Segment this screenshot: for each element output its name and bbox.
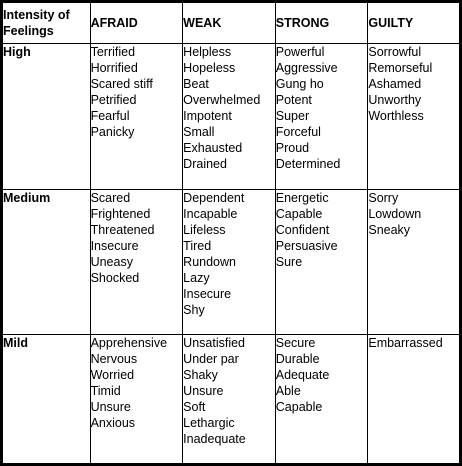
- feeling-word: Impotent: [183, 109, 232, 123]
- feeling-word: Sorry: [368, 190, 399, 205]
- feeling-word: Timid: [90, 384, 121, 399]
- cell-guilty: [368, 44, 461, 190]
- cell-guilty: [368, 189, 461, 335]
- feeling-word: Anxious: [90, 416, 136, 431]
- feeling-word: Horrified: [90, 61, 138, 75]
- cell-strong: [275, 335, 368, 465]
- feeling-word: Small: [183, 125, 215, 139]
- feeling-word: Soft: [183, 400, 206, 415]
- feeling-word: Panicky: [90, 125, 135, 139]
- table-row: [2, 189, 461, 335]
- feeling-word: Gung ho: [275, 77, 324, 91]
- column-header-afraid: AFRAID: [90, 2, 183, 44]
- table-row: [2, 335, 461, 465]
- corner-label-line2: Feelings: [3, 24, 54, 38]
- cell-weak: [183, 44, 276, 190]
- column-header-strong: STRONG: [275, 2, 368, 44]
- feeling-word: Insecure: [90, 238, 139, 253]
- feeling-word: Durable: [275, 352, 320, 367]
- cell-afraid: [90, 189, 183, 335]
- feeling-word: Secure: [275, 336, 316, 351]
- table-row: [2, 44, 461, 190]
- feeling-word: Able: [275, 384, 301, 399]
- cell-afraid: [90, 44, 183, 190]
- feeling-word: Fearful: [90, 109, 130, 123]
- cell-guilty: [368, 335, 461, 465]
- cell-strong: [275, 189, 368, 335]
- feeling-word: Uneasy: [90, 254, 133, 269]
- feeling-word: Energetic: [275, 190, 329, 205]
- row-label: High: [2, 44, 91, 190]
- cell-weak: [183, 189, 276, 335]
- feeling-word: Unsure: [90, 400, 131, 415]
- feeling-word: Unsure: [183, 384, 224, 399]
- feeling-word: Embarrassed: [368, 336, 443, 351]
- feeling-word: Nervous: [90, 352, 138, 367]
- header-row: [2, 2, 461, 44]
- feeling-word: Helpless: [183, 45, 232, 59]
- feeling-word: Super: [275, 109, 310, 123]
- feeling-word: Lifeless: [183, 222, 226, 237]
- feeling-word: Shocked: [90, 270, 140, 285]
- feeling-word: Proud: [275, 141, 310, 155]
- feeling-word: Frightened: [90, 206, 151, 221]
- feeling-word: Forceful: [275, 125, 321, 139]
- feeling-word: Adequate: [275, 368, 330, 383]
- feeling-word: Threatened: [90, 222, 155, 237]
- feeling-word: Capable: [275, 206, 323, 221]
- feeling-word: Petrified: [90, 93, 137, 107]
- feeling-word: Aggressive: [275, 61, 338, 75]
- feeling-word: Drained: [183, 157, 227, 171]
- corner-header: [2, 2, 91, 44]
- feeling-word: Exhausted: [183, 141, 243, 155]
- feeling-word: Lethargic: [183, 416, 235, 431]
- feeling-word: Ashamed: [368, 77, 422, 91]
- cell-strong: [275, 44, 368, 190]
- feeling-word: Scared stiff: [90, 77, 153, 91]
- column-header-weak: WEAK: [183, 2, 276, 44]
- feeling-word: Rundown: [183, 254, 236, 269]
- feeling-word: Sure: [275, 254, 303, 269]
- corner-label-line1: Intensity of: [3, 8, 70, 22]
- feeling-word: Unsatisfied: [183, 336, 246, 351]
- feeling-word: Potent: [275, 93, 312, 107]
- cell-weak: [183, 335, 276, 465]
- feeling-word: Apprehensive: [90, 336, 168, 351]
- feeling-word: Worthless: [368, 109, 424, 123]
- feeling-word: Confident: [275, 222, 330, 237]
- feeling-word: Beat: [183, 77, 209, 91]
- feeling-word: Sneaky: [368, 222, 411, 237]
- feeling-word: Terrified: [90, 45, 136, 59]
- feeling-word: Worried: [90, 368, 135, 383]
- feeling-word: Remorseful: [368, 61, 433, 75]
- cell-afraid: [90, 335, 183, 465]
- feeling-word: Inadequate: [183, 432, 246, 447]
- feeling-word: Shaky: [183, 368, 218, 383]
- feeling-word: Dependent: [183, 190, 245, 205]
- feeling-word: Overwhelmed: [183, 93, 261, 107]
- feeling-word: Unworthy: [368, 93, 422, 107]
- feeling-word: Incapable: [183, 206, 238, 221]
- feeling-word: Lazy: [183, 270, 210, 285]
- feeling-word: Insecure: [183, 286, 232, 301]
- feeling-word: Scared: [90, 190, 131, 205]
- feeling-word: Hopeless: [183, 61, 236, 75]
- feeling-word: Lowdown: [368, 206, 422, 221]
- feeling-word: Sorrowful: [368, 45, 422, 59]
- feeling-word: Determined: [275, 157, 341, 171]
- feeling-word: Tired: [183, 238, 212, 253]
- feeling-word: Powerful: [275, 45, 325, 59]
- column-header-guilty: GUILTY: [368, 2, 461, 44]
- row-label: Mild: [2, 335, 91, 465]
- row-label: Medium: [2, 189, 91, 335]
- table-body: [2, 44, 461, 465]
- feeling-word: Shy: [183, 302, 205, 317]
- feeling-word: Capable: [275, 400, 323, 415]
- feeling-word: Under par: [183, 352, 239, 367]
- feeling-word: Persuasive: [275, 238, 338, 253]
